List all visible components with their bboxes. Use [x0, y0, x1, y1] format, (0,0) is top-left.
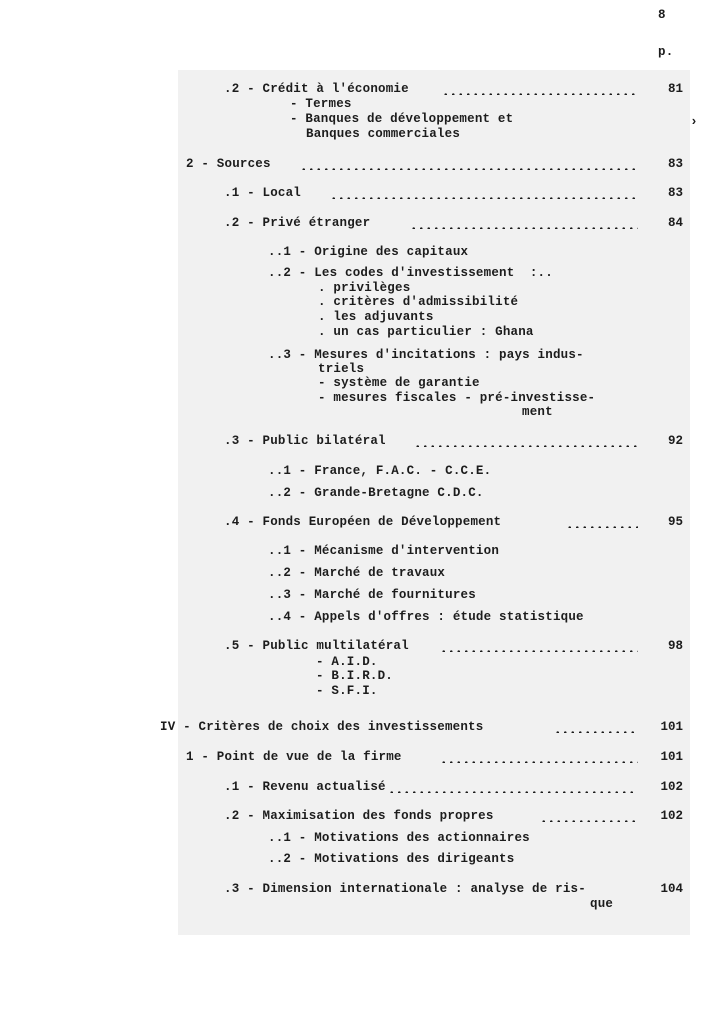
- toc-subline: . critères d'admissibilité: [318, 295, 519, 309]
- toc-subline: ment: [522, 405, 553, 419]
- toc-entry: .2 - Crédit à l'économie: [224, 82, 409, 96]
- margin-mark: ›: [690, 114, 698, 129]
- toc-page: 83: [667, 157, 683, 171]
- toc-subline: . privilèges: [318, 281, 411, 295]
- toc-section-heading: IV - Critères de choix des investissements: [160, 720, 484, 734]
- toc-entry: ..1 - Mécanisme d'intervention: [268, 544, 500, 558]
- toc-page: 101: [660, 750, 683, 764]
- toc-entry: .4 - Fonds Européen de Développement: [224, 515, 502, 529]
- toc-subline: - B.I.R.D.: [316, 669, 394, 683]
- toc-subline: - mesures fiscales - pré-investisse-: [318, 391, 596, 405]
- toc-subline: - Banques de développement et: [290, 112, 514, 126]
- dot-leader: [440, 761, 638, 763]
- toc-subline: . les adjuvants: [318, 310, 434, 324]
- toc-subline: - Termes: [290, 97, 352, 111]
- toc-entry: .2 - Maximisation des fonds propres: [224, 809, 494, 823]
- toc-subline: Banques commerciales: [306, 127, 461, 141]
- toc-entry: .3 - Dimension internationale : analyse de ris-: [224, 882, 586, 896]
- toc-page: 101: [660, 720, 683, 734]
- toc-subline: que: [590, 897, 614, 911]
- toc-entry: ..3 - Marché de fournitures: [268, 588, 476, 602]
- page-number: 8: [658, 8, 666, 22]
- toc-entry: 1 - Point de vue de la firme: [186, 750, 402, 764]
- toc-page: 102: [660, 809, 683, 823]
- page-column-header: p.: [658, 45, 674, 59]
- toc-entry: ..2 - Grande-Bretagne C.D.C.: [268, 486, 484, 500]
- toc-page: 98: [667, 639, 683, 653]
- toc-entry: ..2 - Marché de travaux: [268, 566, 446, 580]
- toc-entry: .1 - Revenu actualisé: [224, 780, 386, 794]
- toc-entry: ..2 - Motivations des dirigeants: [268, 852, 515, 866]
- dot-leader: [566, 526, 638, 528]
- toc-subline: triels: [318, 362, 365, 376]
- toc-entry: .3 - Public bilatéral: [224, 434, 386, 448]
- toc-subline: - S.F.I.: [316, 684, 378, 698]
- dot-leader: [300, 168, 638, 170]
- toc-subline: . un cas particulier : Ghana: [318, 325, 534, 339]
- toc-entry: ..2 - Les codes d'investissement :..: [268, 266, 553, 280]
- toc-entry: .2 - Privé étranger: [224, 216, 371, 230]
- toc-page: 92: [667, 434, 683, 448]
- toc-entry: .1 - Local: [224, 186, 302, 200]
- dot-leader: [330, 197, 638, 199]
- dot-leader: [554, 731, 638, 733]
- toc-entry: ..3 - Mesures d'incitations : pays indus-: [268, 348, 584, 362]
- toc-page: 95: [667, 515, 683, 529]
- dot-leader: [414, 445, 638, 447]
- toc-entry: .5 - Public multilatéral: [224, 639, 409, 653]
- toc-entry: 2 - Sources: [186, 157, 271, 171]
- toc-subline: - système de garantie: [318, 376, 480, 390]
- toc-page: 102: [660, 780, 683, 794]
- toc-entry: ..1 - France, F.A.C. - C.C.E.: [268, 464, 492, 478]
- toc-page: 81: [667, 82, 683, 96]
- dot-leader: [388, 791, 638, 793]
- dot-leader: [440, 650, 638, 652]
- dot-leader: [442, 93, 638, 95]
- dot-leader: [540, 820, 638, 822]
- toc-subline: - A.I.D.: [316, 655, 378, 669]
- toc-page: 84: [667, 216, 683, 230]
- dot-leader: [410, 227, 638, 229]
- toc-page: 83: [667, 186, 683, 200]
- toc-entry: ..1 - Motivations des actionnaires: [268, 831, 530, 845]
- toc-entry: ..4 - Appels d'offres : étude statistique: [268, 610, 584, 624]
- toc-entry: ..1 - Origine des capitaux: [268, 245, 469, 259]
- toc-page: 104: [660, 882, 683, 896]
